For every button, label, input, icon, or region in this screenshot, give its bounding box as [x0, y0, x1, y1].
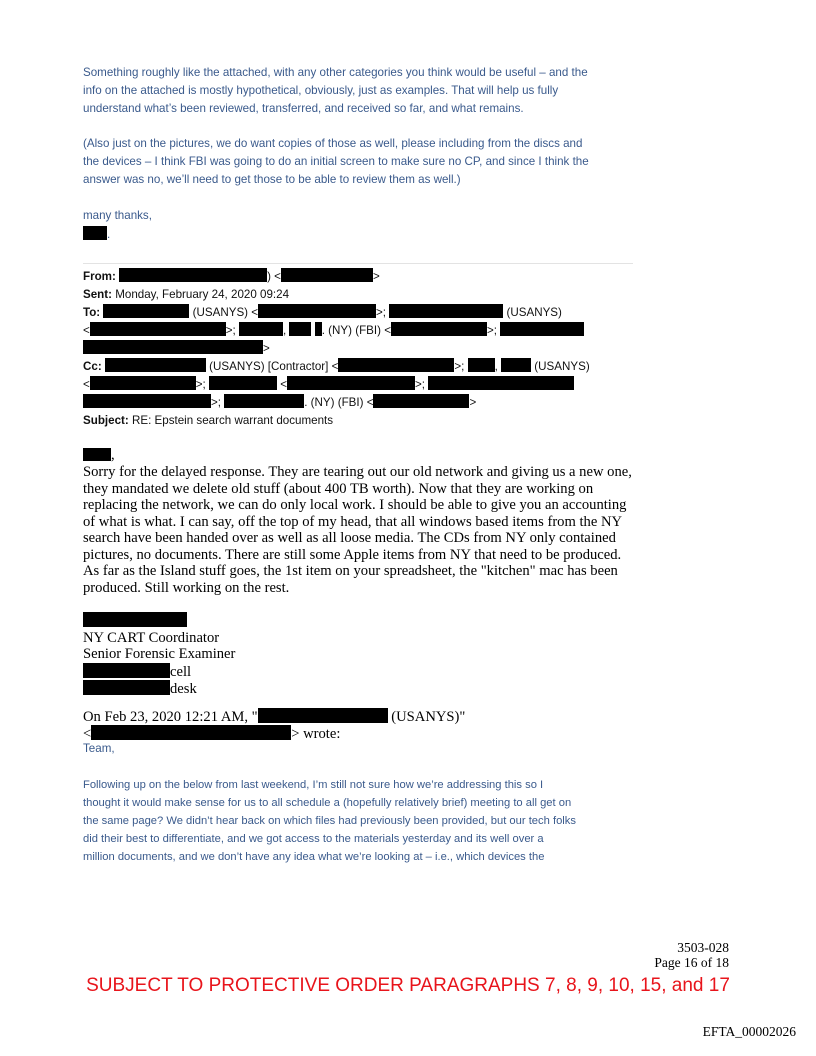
- text-line: pictures, no documents. There are still some Apple items from NY that need to be produced.: [83, 546, 622, 563]
- redaction: [468, 358, 495, 372]
- redaction: [83, 226, 107, 240]
- redaction: [90, 376, 196, 390]
- redaction: [119, 268, 267, 282]
- text-line: Something roughly like the attached, with any other categories you think would be useful – and the: [83, 66, 588, 79]
- page-number: Page 16 of 18: [654, 955, 729, 970]
- reply-body: [83, 464, 632, 596]
- redaction: [289, 322, 311, 336]
- header-subject: Subject: RE: Epstein search warrant documents: [83, 414, 334, 427]
- intro-signature: .: [83, 226, 110, 244]
- bates-number: EFTA_00002026: [702, 1024, 796, 1039]
- header-to-line-3: >: [83, 340, 270, 358]
- redaction: [501, 358, 531, 372]
- redaction: [83, 448, 111, 461]
- redaction: [224, 394, 304, 408]
- text-line: they mandated we delete old stuff (about 400 TB worth). Now that they are working on: [83, 480, 594, 497]
- header-from: From: ) < >: [83, 270, 380, 283]
- text-line: thought it would make sense for us to all schedule a (hopefully relatively brief) meeting to all get on: [83, 797, 572, 809]
- signature-title: NY CART Coordinator: [83, 629, 220, 646]
- reply-greeting: ,: [83, 447, 115, 464]
- protective-order-notice: SUBJECT TO PROTECTIVE ORDER PARAGRAPHS 7, 8, 9, 10, 15, and 17: [86, 975, 730, 996]
- text-line: answer was no, we’ll need to get those to be able to review them as well.): [83, 173, 461, 186]
- redaction: [90, 322, 226, 336]
- redaction: [91, 725, 291, 740]
- redaction: [373, 394, 469, 408]
- redaction: [315, 322, 322, 336]
- text-line: info on the attached is mostly hypothetical, obviously, just as examples. That will help us fully: [83, 84, 559, 97]
- text-line: million documents, and we don’t have any idea what we’re looking at – i.e., which devices the: [83, 851, 545, 863]
- header-cc-line-2: < >; < >;: [83, 376, 574, 394]
- text-line: the devices – I think FBI was going to do an initial screen to make sure no CP, and since I think the: [83, 155, 589, 168]
- header-to-line-2: < >; , . (NY) (FBI) < >;: [83, 322, 584, 340]
- text-line: did their best to differentiate, and we got access to the materials yesterday and its well over a: [83, 833, 544, 845]
- text-line: search have been handed over as well as all loose media. The CDs from NY only contained: [83, 530, 616, 546]
- redaction: [83, 612, 187, 627]
- quote-greeting: Team,: [83, 742, 115, 755]
- redaction: [209, 376, 277, 390]
- redaction: [239, 322, 283, 336]
- page-footer: [654, 940, 729, 970]
- quote-paragraph: [83, 776, 576, 866]
- signature-title: Senior Forensic Examiner: [83, 646, 236, 662]
- header-sent: Sent: Monday, February 24, 2020 09:24: [83, 288, 290, 301]
- redaction: [389, 304, 503, 318]
- header-cc: Cc: (USANYS) [Contractor] < >; , (USANYS): [83, 360, 590, 373]
- header-to: To: (USANYS) < >; (USANYS): [83, 306, 562, 319]
- header-cc-line-3: >; . (NY) (FBI) < >: [83, 394, 476, 412]
- redaction: [105, 358, 206, 372]
- quote-wrote: < > wrote:: [83, 726, 341, 742]
- divider: [83, 263, 633, 264]
- redaction: [83, 394, 211, 408]
- text-line: of what is what. I can say, off the top of my head, that all windows based items from the NY: [83, 513, 623, 530]
- redaction: [83, 663, 170, 678]
- document-number: 3503-028: [677, 940, 729, 955]
- text-line: As far as the Island stuff goes, the 1st item on your spreadsheet, the "kitchen" mac has been: [83, 563, 618, 579]
- redaction: [281, 268, 373, 282]
- redaction: [103, 304, 189, 318]
- text-line: (Also just on the pictures, we do want copies of those as well, please including from the discs and: [83, 137, 583, 150]
- text-line: the same page? We didn’t hear back on which files had previously been provided, but our tech folks: [83, 815, 576, 827]
- intro-paragraph-2: [83, 135, 589, 189]
- text-line: produced. Still working on the rest.: [83, 579, 290, 596]
- redaction: [338, 358, 454, 372]
- redaction: [258, 708, 388, 723]
- redaction: [391, 322, 487, 336]
- intro-paragraph-1: [83, 64, 588, 118]
- redaction: [258, 304, 376, 318]
- redaction: [287, 376, 415, 390]
- redaction: [428, 376, 574, 390]
- text-line: Following up on the below from last weekend, I’m still not sure how we’re addressing this so I: [83, 779, 544, 791]
- redaction: [83, 680, 170, 695]
- text-line: Sorry for the delayed response. They are tearing out our old network and giving us a new one,: [83, 464, 632, 480]
- thanks-line: many thanks,: [83, 209, 152, 222]
- signature-block: NY CART Coordinator Senior Forensic Examiner cell desk: [83, 612, 235, 698]
- redaction: [83, 340, 263, 354]
- redaction: [500, 322, 584, 336]
- quote-header: On Feb 23, 2020 12:21 AM, " (USANYS)": [83, 709, 466, 725]
- text-line: replacing the network, we can do only local work. I should be able to give you an accounting: [83, 497, 627, 513]
- text-line: understand what’s been reviewed, transferred, and received so far, and what remains.: [83, 102, 524, 115]
